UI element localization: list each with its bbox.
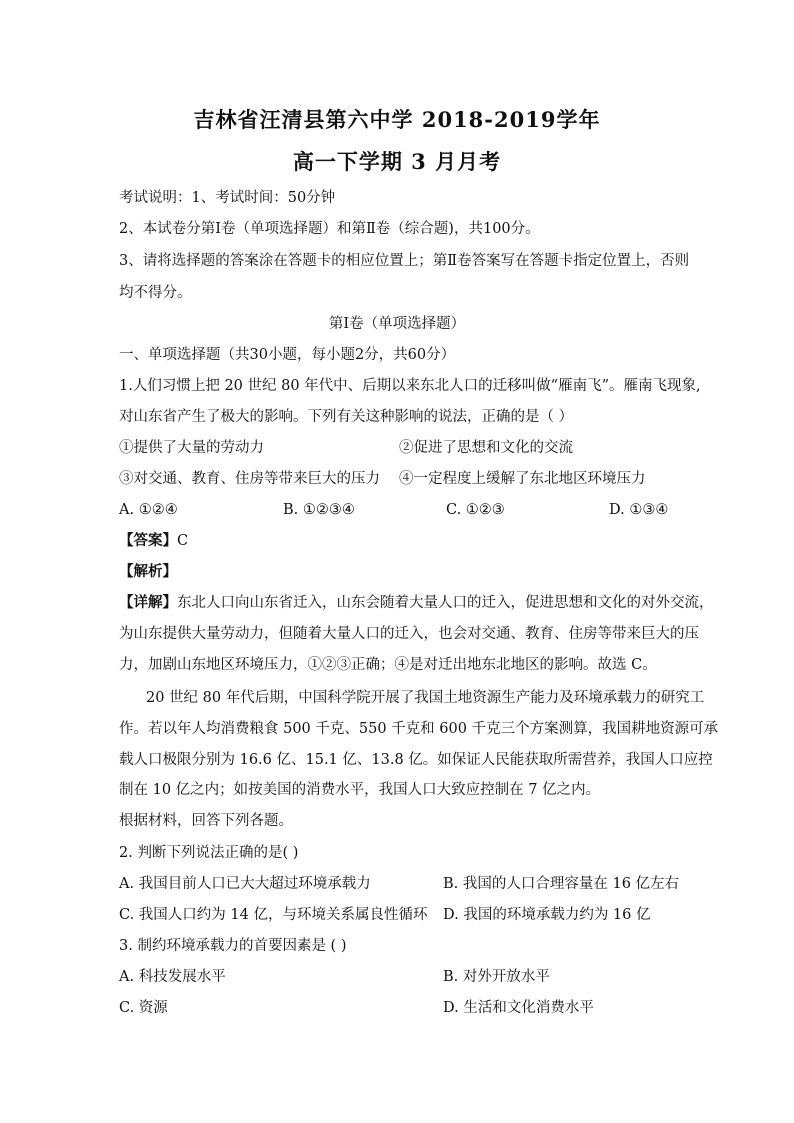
answer-label: 【答案】 xyxy=(119,532,177,549)
q1-option-a: A. ①②④ xyxy=(119,502,178,518)
question-1-stem: 对山东省产生了极大的影响。下列有关这种影响的说法，正确的是（ ） xyxy=(119,409,574,425)
material-prompt: 根据材料，回答下列各题。 xyxy=(119,813,293,829)
q1-statement: ①提供了大量的劳动力 xyxy=(119,440,264,456)
detail-label: 【详解】 xyxy=(119,594,177,611)
exam-title-line1: 吉林省汪清县第六中学 2018-2019学年 xyxy=(193,107,601,132)
q3-option-c: C. 资源 xyxy=(119,1000,168,1016)
section-subheading: 一、单项选择题（共30小题，每小题2分，共60分） xyxy=(119,347,456,363)
detail-line xyxy=(119,593,714,613)
q1-statement: ③对交通、教育、住房等带来巨大的压力 xyxy=(119,471,380,487)
detail-line: 力，加剧山东地区环境压力，①②③正确；④是对迁出地东北地区的影响。故选 C。 xyxy=(119,657,657,673)
question-1-stem: 1.人们习惯上把 20 世纪 80 年代中、后期以来东北人口的迁移叫做“雁南飞”。雁南飞现象, xyxy=(119,378,701,394)
q2-option-a: A. 我国目前人口已大大超过环境承载力 xyxy=(119,876,371,892)
q2-option-c: C. 我国人口约为 14 亿，与环境关系属良性循环 xyxy=(119,907,428,923)
material-line: 作。若以年人均消费粮食 500 千克、550 千克和 600 千克三个方案测算，我国耕地资源可承 xyxy=(119,721,719,737)
q2-option-b: B. 我国的人口合理容量在 16 亿左右 xyxy=(443,876,680,892)
instruction-line: 3、请将选择题的答案涂在答题卡的相应位置上；第Ⅱ卷答案写在答题卡指定位置上，否则 xyxy=(119,253,690,269)
question-2-stem: 2. 判断下列说法正确的是( ) xyxy=(119,845,299,861)
material-line: 制在 10 亿之内；如按美国的消费水平，我国人口大致应控制在 7 亿之内。 xyxy=(119,782,601,798)
instruction-line: 考试说明：1、考试时间：50分钟 xyxy=(119,190,336,206)
q1-option-b: B. ①②③④ xyxy=(283,502,355,518)
exam-title-line2: 高一下学期 3 月月考 xyxy=(292,149,502,174)
q1-answer xyxy=(119,531,679,551)
q1-statement: ④一定程度上缓解了东北地区环境压力 xyxy=(399,471,646,487)
detail-text: 东北人口向山东省迁入，山东会随着大量人口的迁入，促进思想和文化的对外交流， xyxy=(177,595,714,611)
material-line: 载人口极限分别为 16.6 亿、15.1 亿、13.8 亿。如保证人民能获取所需营养，我国人口应控 xyxy=(119,752,713,768)
q1-option-c: C. ①②③ xyxy=(446,502,505,518)
material-line: 20 世纪 80 年代后期，中国科学院开展了我国土地资源生产能力及环境承载力的研究工 xyxy=(146,690,705,706)
answer-value: C xyxy=(177,533,189,549)
q3-option-a: A. 科技发展水平 xyxy=(119,969,226,985)
question-3-stem: 3. 制约环境承载力的首要因素是 ( ) xyxy=(119,938,347,954)
q3-option-d: D. 生活和文化消费水平 xyxy=(443,1000,594,1016)
instruction-line: 均不得分。 xyxy=(119,285,192,301)
q2-option-d: D. 我国的环境承载力约为 16 亿 xyxy=(443,907,651,923)
q1-statement: ②促进了思想和文化的交流 xyxy=(399,440,573,456)
detail-line: 为山东提供大量劳动力，但随着大量人口的迁入，也会对交通、教育、住房等带来巨大的压 xyxy=(119,626,699,642)
q1-option-d: D. ①③④ xyxy=(609,502,669,518)
q3-option-b: B. 对外开放水平 xyxy=(443,969,550,985)
analysis-label: 【解析】 xyxy=(119,563,177,580)
instruction-line: 2、本试卷分第Ⅰ卷（单项选择题）和第Ⅱ卷（综合题)，共100分。 xyxy=(119,221,540,237)
section-heading: 第Ⅰ卷（单项选择题） xyxy=(328,316,466,332)
